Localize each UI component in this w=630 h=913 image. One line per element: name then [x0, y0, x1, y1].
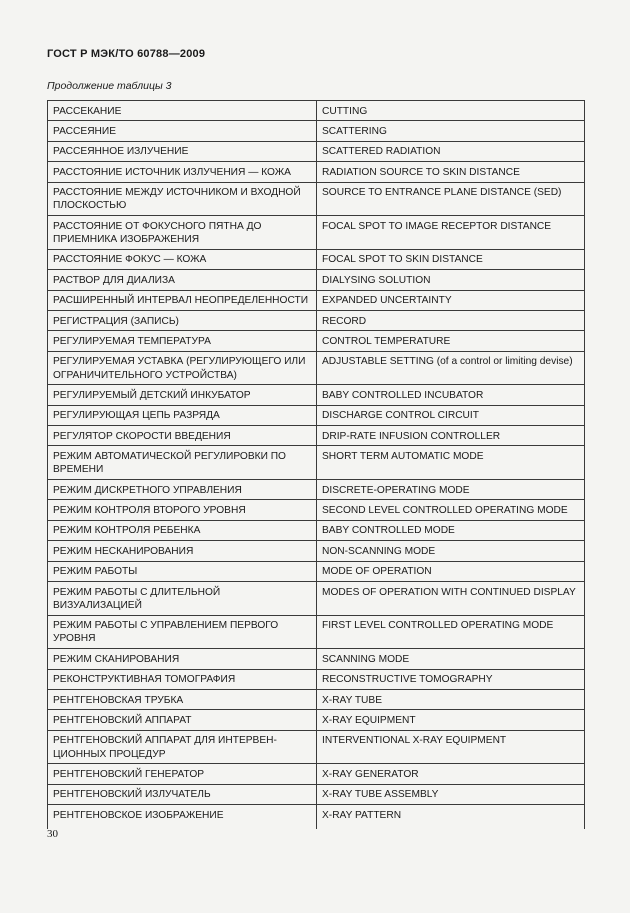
term-english: SCATTERED RADIATION: [317, 141, 585, 161]
term-english: X-RAY GENERATOR: [317, 764, 585, 784]
table-row: [48, 649, 585, 669]
term-russian: РЕНТГЕНОВСКИЙ АППАРАТ ДЛЯ ИНТЕРВЕН-ЦИОННЫХ ПРОЦЕДУР: [48, 730, 317, 764]
term-russian: РЕГИСТРАЦИЯ (ЗАПИСЬ): [48, 310, 317, 330]
term-english: ADJUSTABLE SETTING (of a control or limiting devise): [317, 351, 585, 385]
table-row: [48, 290, 585, 310]
table-row: [48, 270, 585, 290]
table-row: [48, 162, 585, 182]
term-english: X-RAY EQUIPMENT: [317, 710, 585, 730]
term-english: CUTTING: [317, 101, 585, 121]
term-russian: РЕЖИМ РАБОТЫ С ДЛИТЕЛЬНОЙ ВИЗУАЛИЗАЦИЕЙ: [48, 582, 317, 616]
table-row: [48, 182, 585, 216]
term-english: RECONSTRUCTIVE TOMOGRAPHY: [317, 669, 585, 689]
term-russian: РЕНТГЕНОВСКОЕ ИЗОБРАЖЕНИЕ: [48, 805, 317, 829]
term-russian: РЕЖИМ РАБОТЫ: [48, 561, 317, 581]
term-english: SCATTERING: [317, 121, 585, 141]
term-russian: РАСТВОР ДЛЯ ДИАЛИЗА: [48, 270, 317, 290]
term-english: NON-SCANNING MODE: [317, 541, 585, 561]
table-row: [48, 520, 585, 540]
term-russian: РЕЖИМ РАБОТЫ С УПРАВЛЕНИЕМ ПЕРВОГО УРОВНЯ: [48, 615, 317, 649]
term-english: DISCHARGE CONTROL CIRCUIT: [317, 405, 585, 425]
term-russian: РАССТОЯНИЕ ФОКУС — КОЖА: [48, 249, 317, 269]
table-row: [48, 216, 585, 250]
table-row: [48, 500, 585, 520]
table-row: [48, 480, 585, 500]
term-english: SECOND LEVEL CONTROLLED OPERATING MODE: [317, 500, 585, 520]
table-row: [48, 582, 585, 616]
table-row: [48, 669, 585, 689]
term-english: CONTROL TEMPERATURE: [317, 331, 585, 351]
term-russian: РЕЖИМ КОНТРОЛЯ ВТОРОГО УРОВНЯ: [48, 500, 317, 520]
table-row: [48, 331, 585, 351]
term-english: MODE OF OPERATION: [317, 561, 585, 581]
table-row: [48, 541, 585, 561]
table-row: [48, 561, 585, 581]
table-row: [48, 101, 585, 121]
term-english: RECORD: [317, 310, 585, 330]
term-russian: РЕЖИМ НЕСКАНИРОВАНИЯ: [48, 541, 317, 561]
term-russian: РАССТОЯНИЕ ОТ ФОКУСНОГО ПЯТНА ДО ПРИЕМНИКА ИЗОБРАЖЕНИЯ: [48, 216, 317, 250]
term-russian: РЕКОНСТРУКТИВНАЯ ТОМОГРАФИЯ: [48, 669, 317, 689]
table-row: [48, 426, 585, 446]
terms-table: [47, 100, 585, 829]
table-row: [48, 784, 585, 804]
term-english: INTERVENTIONAL X-RAY EQUIPMENT: [317, 730, 585, 764]
term-russian: РЕГУЛИРУЕМАЯ УСТАВКА (РЕГУЛИРУЮЩЕГО ИЛИ ОГРАНИЧИТЕЛЬНОГО УСТРОЙСТВА): [48, 351, 317, 385]
term-english: RADIATION SOURCE TO SKIN DISTANCE: [317, 162, 585, 182]
term-english: FIRST LEVEL CONTROLLED OPERATING MODE: [317, 615, 585, 649]
table-row: [48, 730, 585, 764]
term-russian: РЕГУЛИРУЕМЫЙ ДЕТСКИЙ ИНКУБАТОР: [48, 385, 317, 405]
term-russian: РЕГУЛЯТОР СКОРОСТИ ВВЕДЕНИЯ: [48, 426, 317, 446]
table-row: [48, 310, 585, 330]
term-russian: РЕЖИМ КОНТРОЛЯ РЕБЕНКА: [48, 520, 317, 540]
table-caption: Продолжение таблицы 3: [47, 80, 172, 92]
term-english: DRIP-RATE INFUSION CONTROLLER: [317, 426, 585, 446]
page-number: 30: [47, 828, 58, 840]
term-russian: РЕЖИМ ДИСКРЕТНОГО УПРАВЛЕНИЯ: [48, 480, 317, 500]
term-russian: РЕНТГЕНОВСКИЙ ГЕНЕРАТОР: [48, 764, 317, 784]
table-row: [48, 805, 585, 829]
term-english: X-RAY TUBE ASSEMBLY: [317, 784, 585, 804]
table-row: [48, 446, 585, 480]
term-english: SHORT TERM AUTOMATIC MODE: [317, 446, 585, 480]
table-row: [48, 385, 585, 405]
term-english: FOCAL SPOT TO IMAGE RECEPTOR DISTANCE: [317, 216, 585, 250]
table-row: [48, 405, 585, 425]
term-english: DIALYSING SOLUTION: [317, 270, 585, 290]
term-english: DISCRETE-OPERATING MODE: [317, 480, 585, 500]
term-russian: РАССЕЯННОЕ ИЗЛУЧЕНИЕ: [48, 141, 317, 161]
term-english: SCANNING MODE: [317, 649, 585, 669]
term-russian: РАССТОЯНИЕ ИСТОЧНИК ИЗЛУЧЕНИЯ — КОЖА: [48, 162, 317, 182]
term-russian: РАСШИРЕННЫЙ ИНТЕРВАЛ НЕОПРЕДЕЛЕННОСТИ: [48, 290, 317, 310]
term-russian: РАССЕКАНИЕ: [48, 101, 317, 121]
term-russian: РАССТОЯНИЕ МЕЖДУ ИСТОЧНИКОМ И ВХОДНОЙ ПЛОСКОСТЬЮ: [48, 182, 317, 216]
table-row: [48, 710, 585, 730]
table-row: [48, 615, 585, 649]
term-english: FOCAL SPOT TO SKIN DISTANCE: [317, 249, 585, 269]
table-row: [48, 249, 585, 269]
term-russian: РЕНТГЕНОВСКИЙ ИЗЛУЧАТЕЛЬ: [48, 784, 317, 804]
term-english: X-RAY PATTERN: [317, 805, 585, 829]
term-english: MODES OF OPERATION WITH CONTINUED DISPLAY: [317, 582, 585, 616]
table-row: [48, 351, 585, 385]
table-row: [48, 689, 585, 709]
table-row: [48, 764, 585, 784]
term-russian: РАССЕЯНИЕ: [48, 121, 317, 141]
term-russian: РЕГУЛИРУЕМАЯ ТЕМПЕРАТУРА: [48, 331, 317, 351]
term-english: EXPANDED UNCERTAINTY: [317, 290, 585, 310]
term-russian: РЕНТГЕНОВСКАЯ ТРУБКА: [48, 689, 317, 709]
term-russian: РЕНТГЕНОВСКИЙ АППАРАТ: [48, 710, 317, 730]
term-english: SOURCE TO ENTRANCE PLANE DISTANCE (SED): [317, 182, 585, 216]
term-russian: РЕГУЛИРУЮЩАЯ ЦЕПЬ РАЗРЯДА: [48, 405, 317, 425]
term-russian: РЕЖИМ СКАНИРОВАНИЯ: [48, 649, 317, 669]
term-russian: РЕЖИМ АВТОМАТИЧЕСКОЙ РЕГУЛИРОВКИ ПО ВРЕМЕНИ: [48, 446, 317, 480]
table-row: [48, 121, 585, 141]
term-english: X-RAY TUBE: [317, 689, 585, 709]
terms-table-body: [48, 101, 585, 829]
document-header: ГОСТ Р МЭК/ТО 60788—2009: [47, 48, 206, 60]
table-row: [48, 141, 585, 161]
term-english: BABY CONTROLLED MODE: [317, 520, 585, 540]
term-english: BABY CONTROLLED INCUBATOR: [317, 385, 585, 405]
